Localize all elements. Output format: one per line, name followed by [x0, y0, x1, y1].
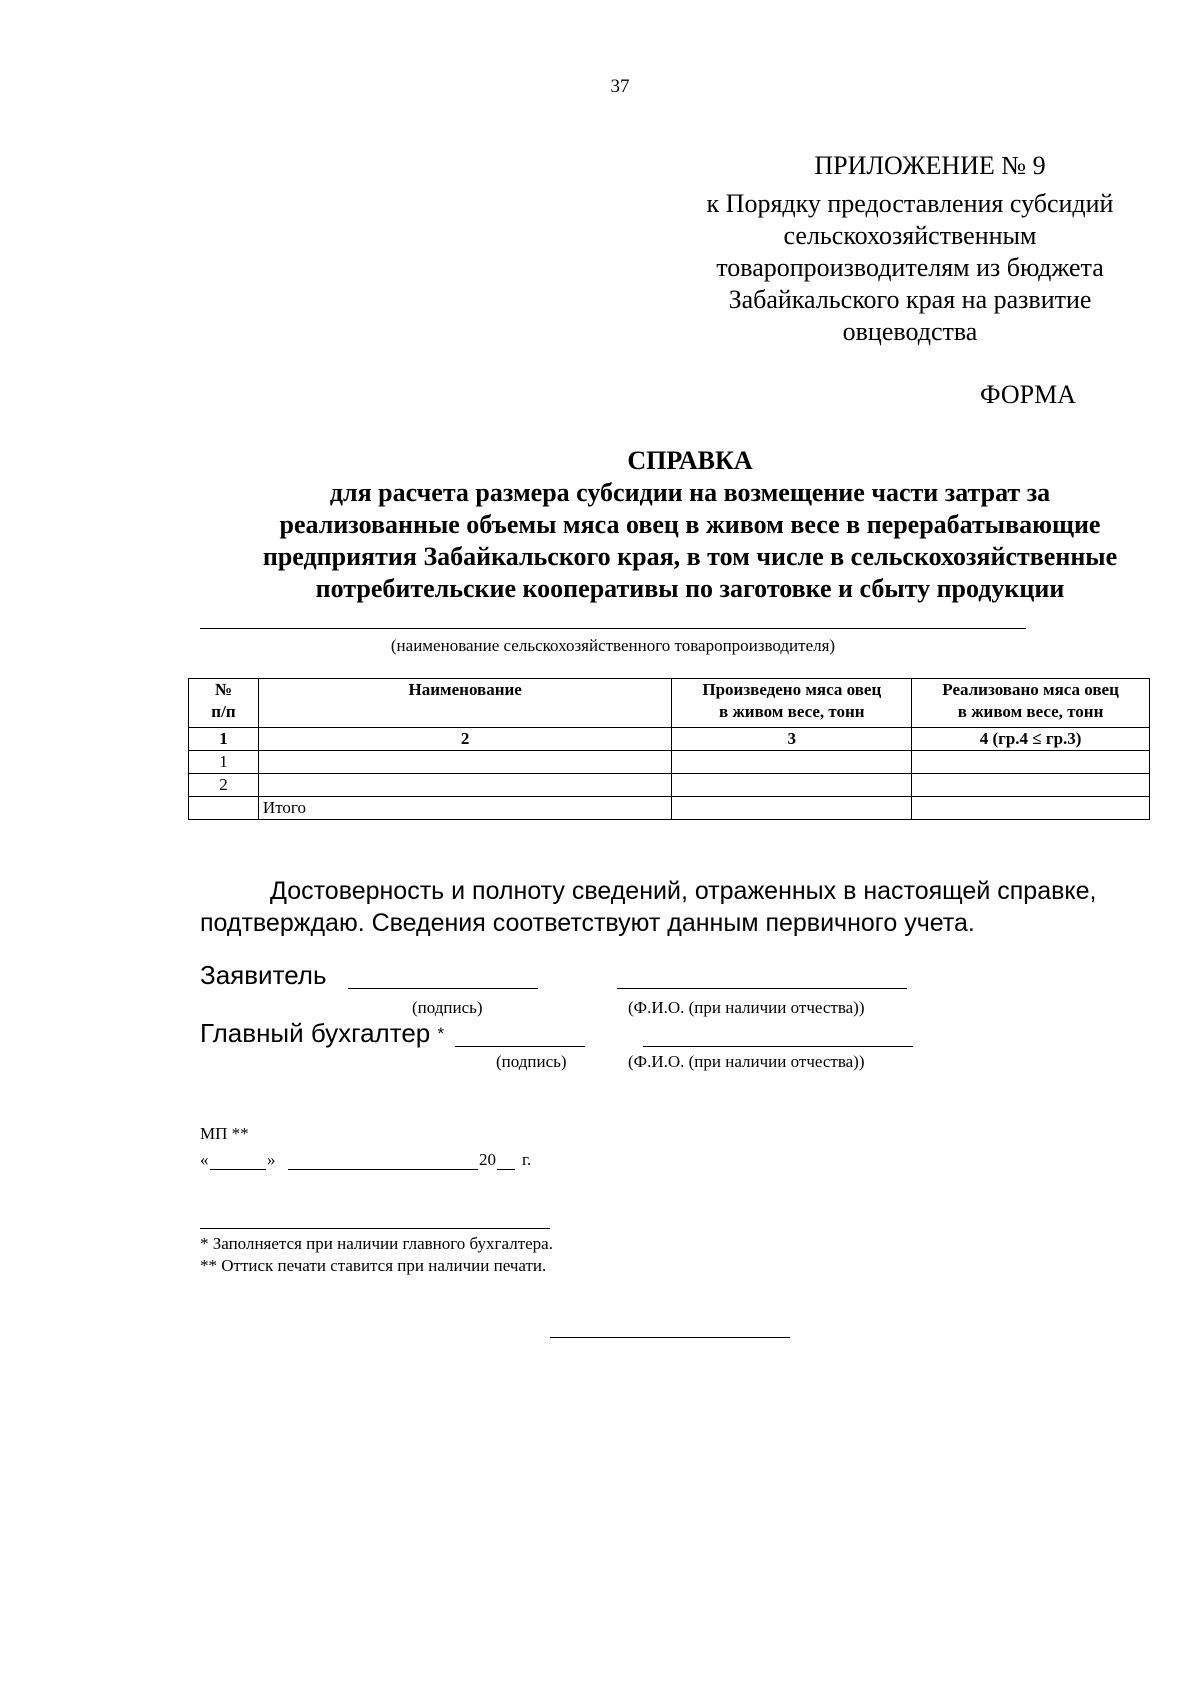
- data-table: [188, 678, 1150, 820]
- name-caption: (Ф.И.О. (при наличии отчества)): [628, 1052, 865, 1071]
- name-caption: (Ф.И.О. (при наличии отчества)): [628, 998, 865, 1017]
- page-number: 37: [610, 76, 630, 97]
- header-text: п/п: [211, 702, 236, 721]
- appendix-title: ПРИЛОЖЕНИЕ № 9: [814, 151, 1046, 180]
- accountant-label-row: [200, 1018, 444, 1049]
- accountant-footnote-mark: *: [437, 1024, 445, 1043]
- confirmation-line: подтверждаю. Сведения соответствуют данным первичного учета.: [200, 909, 975, 937]
- cell-name[interactable]: [258, 751, 672, 774]
- date-close-quote: »: [267, 1150, 276, 1169]
- date-open-quote: «: [200, 1150, 209, 1169]
- column-number-row: [189, 728, 1150, 751]
- header-text: в живом весе, тонн: [957, 702, 1104, 721]
- appendix-line: сельскохозяйственным: [783, 221, 1037, 250]
- footnote: ** Оттиск печати ставится при наличии печати.: [200, 1256, 547, 1275]
- date-year-prefix: 20: [479, 1150, 496, 1169]
- applicant-name-field[interactable]: [617, 962, 907, 989]
- header-sold: [912, 679, 1150, 728]
- date-month-field[interactable]: [288, 1150, 478, 1170]
- header-text: №: [214, 680, 232, 699]
- title-line: потребительские кооперативы по заготовке и сбыту продукции: [315, 574, 1065, 603]
- appendix-line: Забайкальского края на развитие: [728, 285, 1092, 314]
- form-label: ФОРМА: [980, 380, 1076, 409]
- table-row: [189, 751, 1150, 774]
- column-number: 2: [258, 728, 672, 751]
- appendix-line: товаропроизводителям из бюджета: [716, 253, 1104, 282]
- footnote-separator: [200, 1228, 550, 1229]
- accountant-label: Главный бухгалтер: [200, 1018, 431, 1048]
- appendix-line: к Порядку предоставления субсидий: [706, 189, 1114, 218]
- cell-produced[interactable]: [672, 774, 912, 797]
- accountant-signature-field[interactable]: [455, 1020, 585, 1047]
- row-number: 2: [189, 774, 259, 797]
- table-header-row: [189, 679, 1150, 728]
- table-row-total: [189, 797, 1150, 820]
- date-year-suffix: г.: [522, 1150, 532, 1169]
- title-line: реализованные объемы мяса овец в живом весе в перерабатывающие: [279, 510, 1101, 539]
- appendix-line: овцеводства: [842, 317, 978, 346]
- confirmation-line: Достоверность и полноту сведений, отраженных в настоящей справке,: [270, 877, 1097, 905]
- document-title: [190, 445, 1190, 605]
- header-text: Произведено мяса овец: [702, 680, 882, 699]
- cell-sold[interactable]: [912, 751, 1150, 774]
- row-number: [189, 797, 259, 820]
- column-number: 4 (гр.4 ≤ гр.3): [912, 728, 1150, 751]
- column-number: 1: [189, 728, 259, 751]
- cell-total-label: Итого: [258, 797, 672, 820]
- header-produced: [672, 679, 912, 728]
- table-row: [189, 774, 1150, 797]
- date-day-field[interactable]: [210, 1150, 266, 1170]
- title-line: предприятия Забайкальского края, в том числе в сельскохозяйственные: [262, 542, 1118, 571]
- stamp-label: МП **: [200, 1124, 249, 1143]
- cell-name[interactable]: [258, 774, 672, 797]
- applicant-label: Заявитель: [200, 960, 327, 990]
- header-text: Реализовано мяса овец: [942, 680, 1119, 699]
- date-line: [200, 1150, 540, 1172]
- appendix-header: [660, 150, 1160, 348]
- header-text: Наименование: [408, 680, 522, 699]
- producer-name-field[interactable]: [200, 628, 1026, 629]
- title-main: СПРАВКА: [627, 446, 753, 475]
- cell-produced[interactable]: [672, 797, 912, 820]
- signature-caption: (подпись): [412, 998, 483, 1017]
- producer-name-caption: (наименование сельскохозяйственного товаропроизводителя): [390, 636, 836, 655]
- date-year-field[interactable]: [497, 1150, 515, 1170]
- row-number: 1: [189, 751, 259, 774]
- accountant-name-field[interactable]: [643, 1020, 913, 1047]
- header-number: [189, 679, 259, 728]
- cell-sold[interactable]: [912, 774, 1150, 797]
- cell-sold[interactable]: [912, 797, 1150, 820]
- signature-caption: (подпись): [496, 1052, 567, 1071]
- header-text: в живом весе, тонн: [719, 702, 865, 721]
- header-name: [258, 679, 672, 728]
- footnote: * Заполняется при наличии главного бухгалтера.: [200, 1234, 553, 1253]
- applicant-signature-field[interactable]: [348, 962, 538, 989]
- title-line: для расчета размера субсидии на возмещение части затрат за: [329, 478, 1051, 507]
- column-number: 3: [672, 728, 912, 751]
- confirmation-text: [200, 875, 1138, 939]
- end-divider: [550, 1337, 790, 1338]
- cell-produced[interactable]: [672, 751, 912, 774]
